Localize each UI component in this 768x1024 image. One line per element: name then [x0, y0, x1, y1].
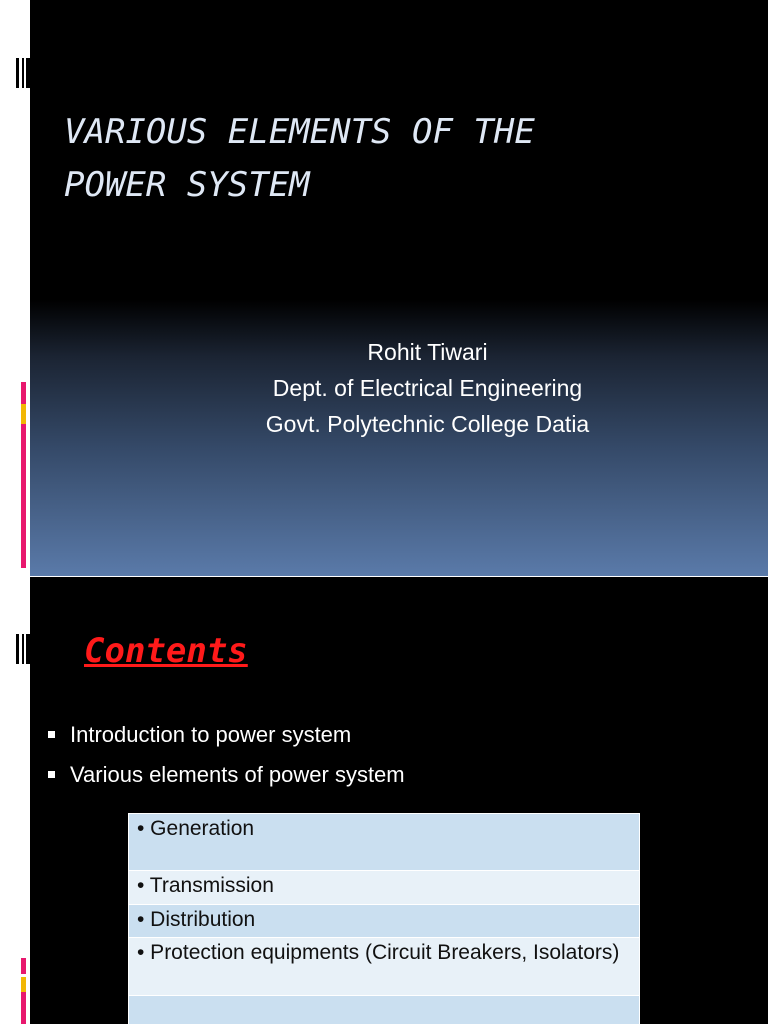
table-row	[129, 905, 640, 938]
table-row	[129, 814, 640, 871]
accent-bar-yellow	[21, 404, 26, 424]
accent-bar-yellow	[21, 977, 26, 992]
table-cell: • Generation	[129, 814, 640, 871]
slide-title-text: VARIOUS ELEMENTS OF THE POWER SYSTEM	[64, 112, 535, 205]
table-cell: • Transmission	[129, 871, 640, 905]
square-bullet-icon	[48, 731, 55, 738]
contents-bullet-list	[46, 715, 405, 795]
left-margin-slide2	[0, 577, 30, 1024]
table-cell: • Distribution	[129, 905, 640, 938]
slide-contents	[30, 577, 768, 1024]
bullet-text: Various elements of power system	[70, 762, 405, 787]
table-row	[129, 938, 640, 996]
table-cell	[129, 996, 640, 1024]
accent-bar-pink	[21, 958, 26, 974]
table-row	[129, 996, 640, 1024]
slide-title	[30, 0, 768, 576]
table-row	[129, 871, 640, 905]
author-name: Rohit Tiwari	[367, 339, 488, 365]
author-department: Dept. of Electrical Engineering	[272, 375, 583, 401]
square-bullet-icon	[48, 771, 55, 778]
contents-heading: Contents	[84, 631, 248, 671]
left-margin-slide1	[0, 0, 30, 576]
slide-corner-icon	[16, 634, 30, 664]
accent-bar-pink	[21, 424, 26, 568]
table-cell: • Protection equipments (Circuit Breakers, Isolators)	[129, 938, 640, 996]
accent-bar-pink	[21, 382, 26, 404]
author-block	[220, 334, 635, 442]
accent-bar-pink	[21, 992, 26, 1024]
bullet-text: Introduction to power system	[70, 722, 352, 747]
elements-table	[128, 813, 640, 1024]
slide-corner-icon	[16, 58, 30, 88]
bullet-item	[46, 755, 405, 795]
author-college: Govt. Polytechnic College Datia	[265, 411, 590, 437]
bullet-item	[46, 715, 405, 755]
